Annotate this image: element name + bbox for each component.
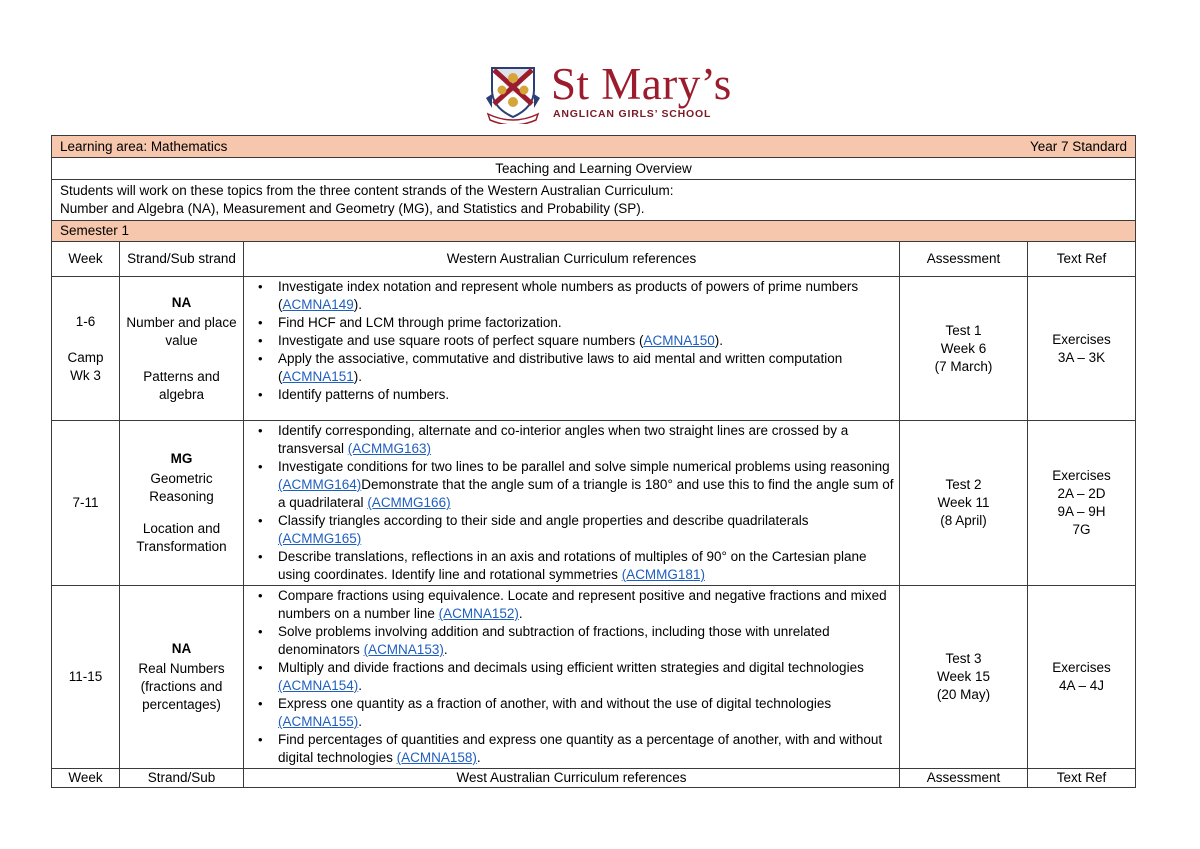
curriculum-link[interactable]: (ACMNA155) (278, 714, 359, 729)
col-header-assessment: Assessment (900, 242, 1028, 277)
sub-strand: Real Numbers (fractions and percentages) (138, 661, 225, 712)
week-note: Wk 3 (70, 367, 101, 383)
strand-cell (120, 421, 244, 586)
week-cell (52, 277, 120, 421)
week-cell (52, 421, 120, 586)
school-logo-text (551, 60, 732, 120)
list-item: • Apply the associative, commutative and distributive laws to aid mental and written computation (ACMNA151). (278, 350, 895, 386)
strand-cell (120, 586, 244, 769)
curriculum-link[interactable]: ACMNA151 (282, 369, 354, 384)
year-level-label: Year 7 Standard (1029, 138, 1128, 154)
sub-strand: Patterns and algebra (143, 368, 220, 402)
strand-code: NA (171, 641, 192, 656)
footer-col-strand: Strand/Sub (120, 769, 244, 788)
textref-cell: Exercises 3A – 3K (1028, 277, 1136, 421)
curriculum-link[interactable]: (ACMNA152) (438, 606, 519, 621)
table-row (52, 421, 1136, 586)
footer-col-assessment: Assessment (900, 769, 1028, 788)
footer-col-week: Week (52, 769, 120, 788)
week-range: 1-6 (75, 313, 96, 329)
refs-list (250, 587, 895, 767)
list-item: • Identify corresponding, alternate and co-interior angles when two straight lines are crossed by a transversal (ACMMG163) (278, 422, 895, 458)
list-item: • Identify patterns of numbers. (278, 386, 895, 404)
table-row (52, 586, 1136, 769)
overview-table (51, 135, 1136, 788)
list-item: • Describe translations, reflections in an axis and rotations of multiples of 90° on the Cartesian plane using coordinates. Identify line and rotational symmetries (ACMMG181) (278, 548, 895, 584)
footer-header-row (52, 769, 1136, 788)
list-item: • Find percentages of quantities and express one quantity as a percentage of another, with and without digital technologies (ACMNA158). (278, 731, 895, 767)
textref-cell: Exercises 2A – 2D 9A – 9H 7G (1028, 421, 1136, 586)
curriculum-link[interactable]: (ACMMG166) (367, 495, 451, 510)
list-item: • Multiply and divide fractions and decimals using efficient written strategies and digital technologies (ACMNA154). (278, 659, 895, 695)
curriculum-link[interactable]: (ACMMG165) (278, 531, 362, 546)
semester-row (52, 221, 1136, 242)
list-item: • Solve problems involving addition and subtraction of fractions, including those with unrelated denominators (ACMNA153). (278, 623, 895, 659)
curriculum-refs-cell (244, 586, 900, 769)
list-item: • Classify triangles according to their side and angle properties and describe quadrilaterals (ACMMG165) (278, 512, 895, 548)
sub-strand: Geometric Reasoning (149, 471, 214, 504)
week-cell (52, 586, 120, 769)
intro-line-1: Students will work on these topics from the three content strands of the Western Australian Curriculum: (60, 183, 674, 198)
list-item: • Investigate and use square roots of perfect square numbers (ACMNA150). (278, 332, 895, 350)
list-item: • Find HCF and LCM through prime factorization. (278, 314, 895, 332)
col-header-week: Week (52, 242, 120, 277)
curriculum-link[interactable]: ACMNA150 (643, 333, 715, 348)
learning-area-label: Learning area: Mathematics (60, 138, 228, 154)
week-range: 7-11 (72, 495, 99, 510)
curriculum-refs-cell (244, 421, 900, 586)
intro-line-2: Number and Algebra (NA), Measurement and Geometry (MG), and Statistics and Probability (SP). (60, 201, 645, 216)
footer-col-textref: Text Ref (1028, 769, 1136, 788)
school-crest-logo (484, 64, 542, 124)
list-item: • Express one quantity as a fraction of another, with and without the use of digital technologies (ACMNA155). (278, 695, 895, 731)
week-note: Camp (67, 349, 104, 365)
refs-list (250, 422, 895, 584)
week-range: 11-15 (68, 669, 103, 684)
curriculum-link[interactable]: (ACMNA154) (278, 678, 359, 693)
list-item: • Investigate index notation and represent whole numbers as products of powers of prime numbers (ACMNA149). (278, 278, 895, 314)
curriculum-link[interactable]: (ACMMG164) (278, 477, 362, 492)
school-subtitle: ANGLICAN GIRLS’ SCHOOL (553, 108, 712, 120)
list-item: • Compare fractions using equivalence. Locate and represent positive and negative fractions and mixed numbers on a number line (ACMNA152). (278, 587, 895, 623)
sub-strand: Number and place value (126, 314, 237, 348)
school-name: St Mary’s (551, 59, 732, 109)
refs-list (250, 278, 895, 404)
curriculum-link[interactable]: ACMNA149 (282, 297, 354, 312)
page-header (0, 0, 1200, 132)
strand-code: NA (171, 294, 192, 310)
semester-label: Semester 1 (52, 221, 1136, 242)
assessment-cell: Test 3 Week 15 (20 May) (900, 586, 1028, 769)
sub-strand: Location and Transformation (136, 521, 227, 554)
assessment-cell: Test 2 Week 11 (8 April) (900, 421, 1028, 586)
col-header-textref: Text Ref (1028, 242, 1136, 277)
curriculum-link[interactable]: (ACMNA158) (396, 750, 477, 765)
curriculum-link[interactable]: (ACMNA153) (363, 642, 444, 657)
curriculum-refs-cell (244, 277, 900, 421)
list-item: • Investigate conditions for two lines to be parallel and solve simple numerical problems using reasoning (ACMMG164)Demonstrate that the angle sum of a triangle is 180° and use this to find the angle sum of a quadrilateral (ACMMG166) (278, 458, 895, 512)
overview-title-row (52, 158, 1136, 180)
curriculum-link[interactable]: (ACMMG181) (621, 567, 705, 582)
col-header-refs: Western Australian Curriculum references (244, 242, 900, 277)
column-header-row (52, 242, 1136, 277)
overview-title: Teaching and Learning Overview (52, 158, 1136, 180)
assessment-cell: Test 1 Week 6 (7 March) (900, 277, 1028, 421)
strand-cell (120, 277, 244, 421)
intro-row (52, 180, 1136, 221)
learning-area-row (52, 136, 1136, 158)
strand-code: MG (170, 451, 193, 466)
footer-col-refs: West Australian Curriculum references (244, 769, 900, 788)
textref-cell: Exercises 4A – 4J (1028, 586, 1136, 769)
table-row (52, 277, 1136, 421)
curriculum-link[interactable]: (ACMMG163) (347, 441, 432, 456)
col-header-strand: Strand/Sub strand (120, 242, 244, 277)
